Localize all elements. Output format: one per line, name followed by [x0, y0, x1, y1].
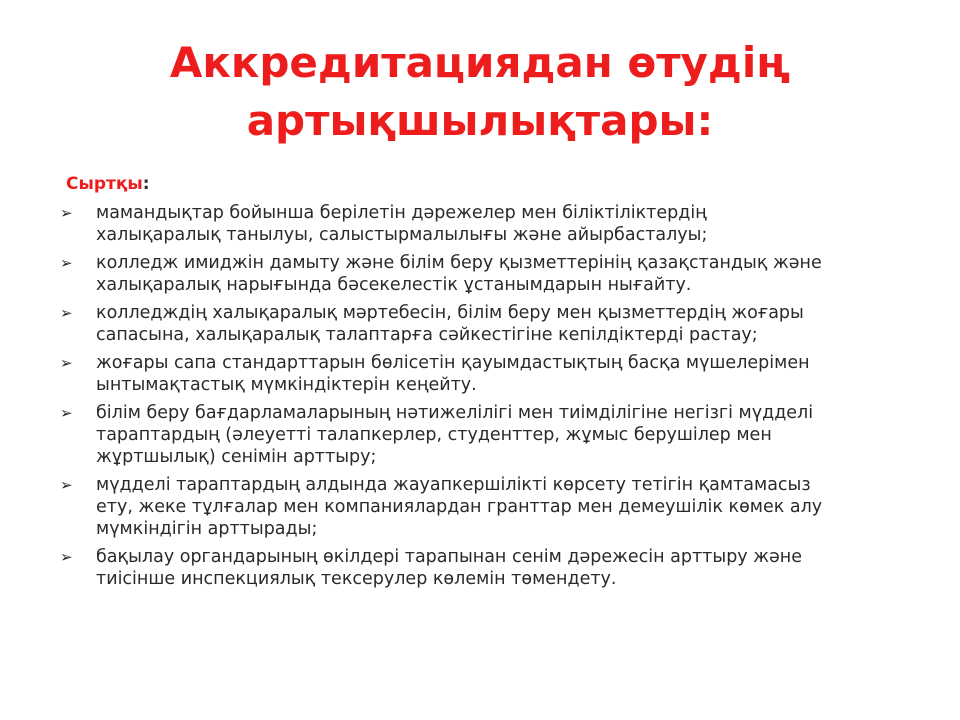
subheading — [66, 174, 150, 194]
arrow-bullet-icon: ➢ — [60, 404, 73, 422]
bullet-text-line: мүмкіндігін арттырады; — [96, 519, 318, 539]
bullet-text-line: колледж имиджін дамыту және білім беру қызметтерінің қазақстандық және — [96, 253, 822, 273]
bullet-item — [60, 352, 920, 396]
bullet-item — [60, 474, 920, 540]
bullet-text-line: тиісінше инспекциялық тексерулер көлемін төмендету. — [96, 569, 617, 589]
slide-title-line-2: артықшылықтары: — [246, 96, 714, 145]
bullet-item — [60, 546, 920, 590]
bullet-text-line: тараптардың (әлеуетті талапкерлер, студенттер, жұмыс берушілер мен — [96, 425, 772, 445]
bullet-text-line: сапасына, халықаралық талаптарға сәйкестігіне кепілдіктерді растау; — [96, 325, 758, 345]
subheading-colon: : — [142, 174, 150, 194]
bullet-text-line: бақылау органдарының өкілдері тарапынан сенім дәрежесін арттыру және — [96, 547, 802, 567]
bullet-text-line: халықаралық нарығында бәсекелестік ұстанымдарын нығайту. — [96, 275, 692, 295]
bullet-text-line: жұртшылық) сенімін арттыру; — [96, 447, 377, 467]
bullet-text-line: жоғары сапа стандарттарын бөлісетін қауымдастықтың басқа мүшелерімен — [96, 353, 810, 373]
bullet-text-line: мамандықтар бойынша берілетін дәрежелер мен біліктіліктердің — [96, 203, 707, 223]
arrow-bullet-icon: ➢ — [60, 204, 73, 222]
bullet-item — [60, 302, 920, 346]
bullet-text-line: халықаралық танылуы, салыстырмалылығы және айырбасталуы; — [96, 225, 708, 245]
bullet-item — [60, 252, 920, 296]
bullet-text-line: колледждің халықаралық мәртебесін, білім беру мен қызметтердің жоғары — [96, 303, 804, 323]
arrow-bullet-icon: ➢ — [60, 476, 73, 494]
bullet-text-line: ынтымақтастық мүмкіндіктерін кеңейту. — [96, 375, 477, 395]
arrow-bullet-icon: ➢ — [60, 354, 73, 372]
bullet-text-line: білім беру бағдарламаларының нәтижелілігі мен тиімділігіне негізгі мүдделі — [96, 403, 814, 423]
arrow-bullet-icon: ➢ — [60, 254, 73, 272]
bullet-text-line: ету, жеке тұлғалар мен компаниялардан гранттар мен демеушілік көмек алу — [96, 497, 823, 517]
bullet-text-line: мүдделі тараптардың алдында жауапкершілікті көрсету тетігін қамтамасыз — [96, 475, 811, 495]
bullet-item — [60, 202, 920, 246]
subheading-word: Сыртқы — [66, 174, 143, 194]
slide-title — [0, 34, 960, 150]
arrow-bullet-icon: ➢ — [60, 304, 73, 322]
bullet-list — [60, 202, 920, 596]
bullet-item — [60, 402, 920, 468]
slide-title-line-1: Аккредитациядан өтудің — [169, 38, 791, 87]
arrow-bullet-icon: ➢ — [60, 548, 73, 566]
